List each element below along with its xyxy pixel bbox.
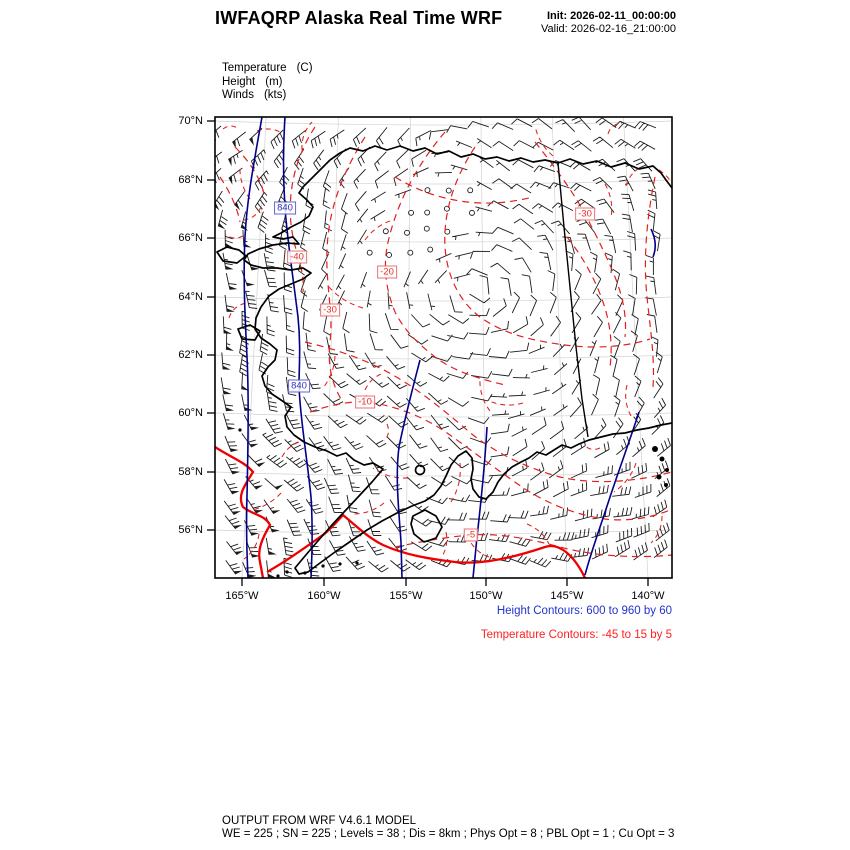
small-island (285, 570, 288, 573)
southeast-island (664, 483, 668, 487)
calm-wind-icon (469, 210, 474, 215)
calm-wind-icon (408, 250, 413, 255)
lat-tick-label: 56°N (178, 524, 203, 536)
calm-wind-icon (428, 247, 433, 252)
legend-height-contours: Height Contours: 600 to 960 by 60 (496, 605, 672, 617)
field-winds-name: Winds (222, 89, 254, 101)
lon-tick-label: 150°W (469, 590, 503, 602)
temperature-contour-label: -10 (355, 396, 375, 409)
southeast-island (657, 475, 662, 480)
lat-tick-label: 64°N (178, 291, 203, 303)
field-temperature-name: Temperature (222, 62, 287, 74)
lon-tick-label: 155°W (389, 590, 423, 602)
temperature-contour-label: -5 (464, 529, 478, 542)
height-contour-label: 840 (274, 202, 296, 215)
small-island (355, 561, 358, 564)
map-layers (208, 117, 677, 578)
temperature-contour-label: -20 (377, 266, 397, 279)
small-island (303, 571, 306, 574)
lat-tick-label: 62°N (178, 349, 203, 361)
lon-tick-label: 165°W (225, 590, 259, 602)
temperature-contour-label: -40 (287, 251, 307, 264)
calm-wind-icon (367, 250, 372, 255)
height-contour-label: 840 (288, 380, 310, 393)
small-island (276, 574, 279, 577)
field-height-unit: (m) (265, 75, 283, 88)
lon-tick-label: 145°W (550, 590, 584, 602)
calm-wind-icon (424, 226, 429, 231)
footer-model-line: OUTPUT FROM WRF V4.6.1 MODEL (222, 815, 417, 827)
small-island (321, 564, 324, 567)
small-island (338, 562, 341, 565)
southeast-island (660, 457, 665, 462)
calm-wind-icon (425, 210, 430, 215)
field-winds-unit: (kts) (263, 89, 287, 101)
legend-temperature-contours: Temperature Contours: -45 to 15 by 5 (480, 629, 672, 641)
st-lawrence-island (217, 247, 246, 263)
valid-time: Valid: 2026-02-16_21:00:00 (541, 23, 676, 35)
calm-wind-icon (405, 230, 410, 235)
southeast-island (665, 468, 669, 472)
lat-tick-label: 68°N (178, 174, 203, 186)
southeast-island (652, 446, 658, 452)
calm-wind-icon (425, 188, 430, 193)
lon-tick-label: 160°W (307, 590, 341, 602)
calm-wind-icon (446, 188, 451, 193)
lat-tick-label: 66°N (178, 232, 203, 244)
calm-wind-icon (387, 252, 392, 257)
lat-tick-label: 58°N (178, 466, 203, 478)
lon-tick-label: 140°W (631, 590, 665, 602)
init-time: Init: 2026-02-11_00:00:00 (546, 10, 676, 22)
field-temperature-unit: (C) (296, 62, 313, 74)
calm-wind-icon (468, 188, 473, 193)
temperature-contour-label: -30 (320, 304, 340, 317)
lat-tick-label: 70°N (178, 115, 203, 127)
lat-tick-label: 60°N (178, 407, 203, 419)
plot-title: IWFAQRP Alaska Real Time WRF (215, 8, 503, 28)
calm-wind-icon (383, 229, 388, 234)
footer-params-line: WE = 225 ; SN = 225 ; Levels = 38 ; Dis = 8km ; Phys Opt = 8 ; PBL Opt = 1 ; Cu Opt = 3 (222, 828, 675, 840)
iliamna-lake (416, 466, 425, 475)
small-island (238, 428, 241, 431)
temperature-contour-label: -30 (575, 208, 595, 221)
field-height-name: Height (222, 75, 256, 88)
